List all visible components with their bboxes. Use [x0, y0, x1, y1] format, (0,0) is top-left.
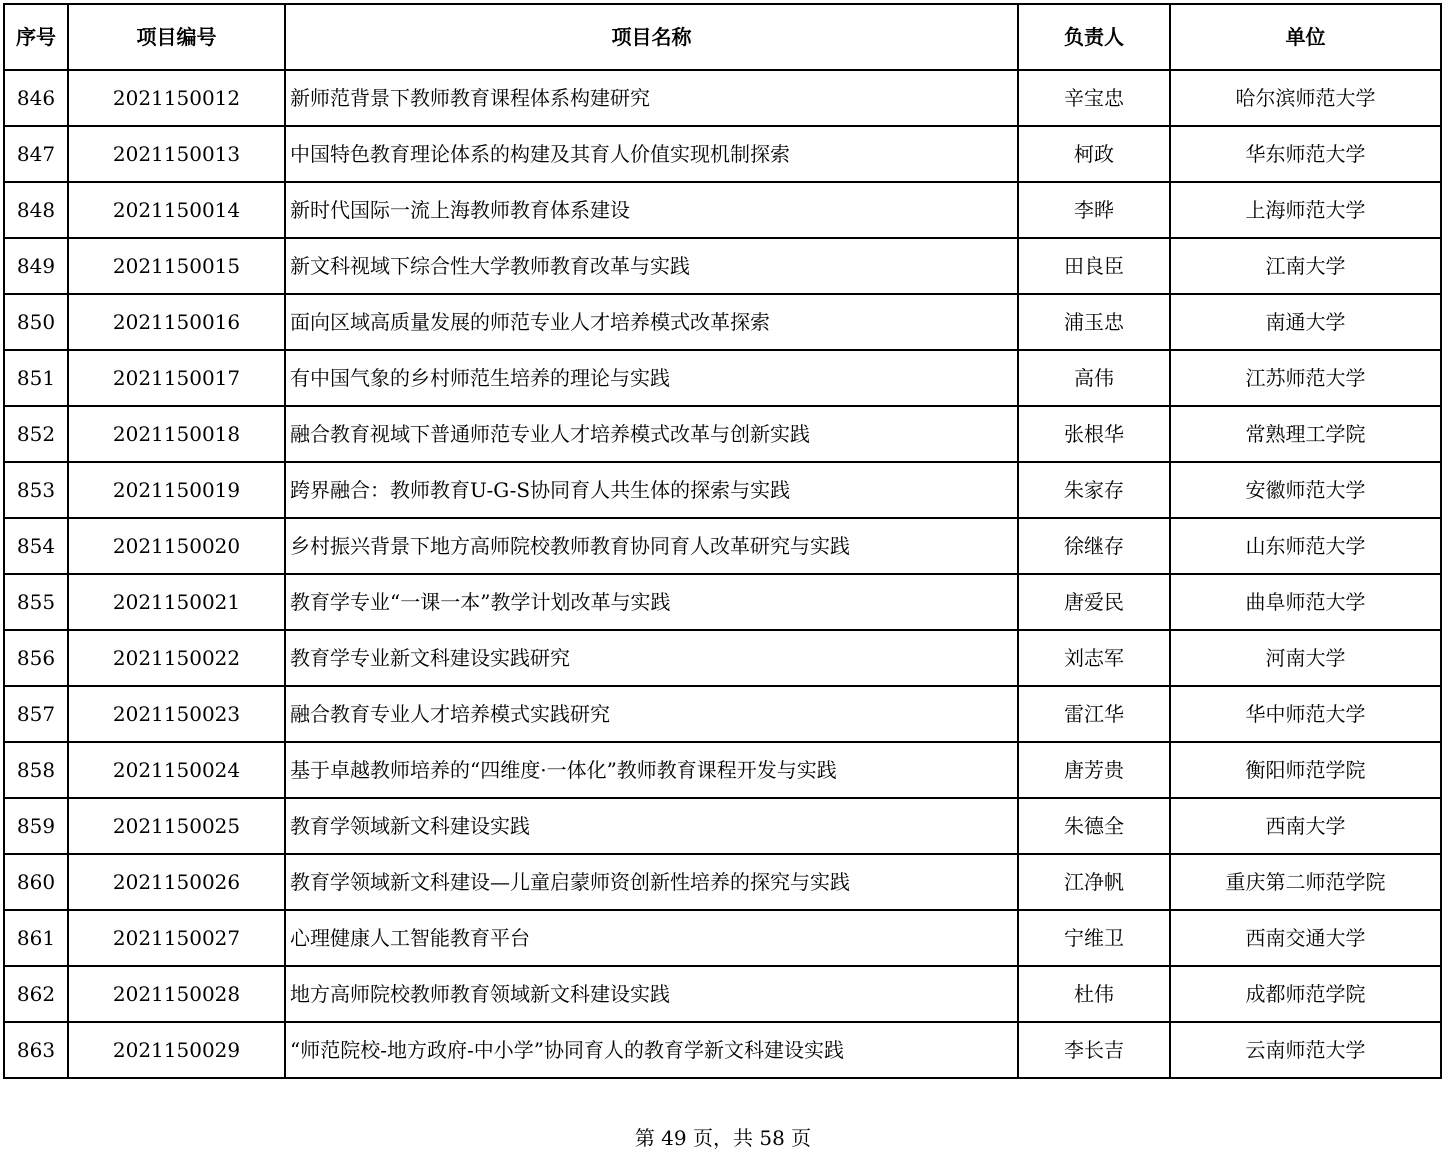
cell-code: 2021150020 [68, 518, 285, 574]
cell-unit: 成都师范学院 [1170, 966, 1441, 1022]
cell-code: 2021150022 [68, 630, 285, 686]
cell-leader: 李长吉 [1018, 1022, 1170, 1078]
cell-code: 2021150026 [68, 854, 285, 910]
cell-code: 2021150012 [68, 70, 285, 126]
cell-seq: 859 [4, 798, 68, 854]
cell-seq: 847 [4, 126, 68, 182]
cell-seq: 849 [4, 238, 68, 294]
cell-code: 2021150029 [68, 1022, 285, 1078]
cell-seq: 854 [4, 518, 68, 574]
cell-name: 基于卓越教师培养的“四维度·一体化”教师教育课程开发与实践 [285, 742, 1018, 798]
cell-code: 2021150016 [68, 294, 285, 350]
cell-unit: 常熟理工学院 [1170, 406, 1441, 462]
header-row [4, 4, 1441, 70]
cell-seq: 860 [4, 854, 68, 910]
project-table [3, 3, 1442, 1079]
cell-name: 教育学专业“一课一本”教学计划改革与实践 [285, 574, 1018, 630]
cell-seq: 853 [4, 462, 68, 518]
table-body [4, 70, 1441, 1078]
cell-seq: 858 [4, 742, 68, 798]
cell-unit: 华中师范大学 [1170, 686, 1441, 742]
table-row [4, 182, 1441, 238]
cell-name: 面向区域高质量发展的师范专业人才培养模式改革探索 [285, 294, 1018, 350]
cell-seq: 863 [4, 1022, 68, 1078]
cell-name: “师范院校-地方政府-中小学”协同育人的教育学新文科建设实践 [285, 1022, 1018, 1078]
table-row [4, 742, 1441, 798]
cell-name: 新时代国际一流上海教师教育体系建设 [285, 182, 1018, 238]
cell-leader: 田良臣 [1018, 238, 1170, 294]
cell-unit: 河南大学 [1170, 630, 1441, 686]
table-row [4, 406, 1441, 462]
header-unit: 单位 [1170, 4, 1441, 70]
cell-unit: 曲阜师范大学 [1170, 574, 1441, 630]
cell-code: 2021150018 [68, 406, 285, 462]
header-seq: 序号 [4, 4, 68, 70]
cell-unit: 西南大学 [1170, 798, 1441, 854]
cell-seq: 850 [4, 294, 68, 350]
cell-code: 2021150019 [68, 462, 285, 518]
cell-leader: 雷江华 [1018, 686, 1170, 742]
table-row [4, 462, 1441, 518]
cell-name: 教育学领域新文科建设实践 [285, 798, 1018, 854]
cell-seq: 846 [4, 70, 68, 126]
cell-leader: 唐爱民 [1018, 574, 1170, 630]
table-row [4, 350, 1441, 406]
cell-leader: 唐芳贵 [1018, 742, 1170, 798]
cell-name: 新文科视域下综合性大学教师教育改革与实践 [285, 238, 1018, 294]
cell-seq: 862 [4, 966, 68, 1022]
table-row [4, 854, 1441, 910]
cell-unit: 安徽师范大学 [1170, 462, 1441, 518]
table-row [4, 518, 1441, 574]
cell-leader: 朱德全 [1018, 798, 1170, 854]
table-row [4, 238, 1441, 294]
cell-name: 融合教育专业人才培养模式实践研究 [285, 686, 1018, 742]
header-name: 项目名称 [285, 4, 1018, 70]
cell-name: 有中国气象的乡村师范生培养的理论与实践 [285, 350, 1018, 406]
cell-leader: 朱家存 [1018, 462, 1170, 518]
cell-seq: 855 [4, 574, 68, 630]
cell-unit: 上海师范大学 [1170, 182, 1441, 238]
cell-code: 2021150014 [68, 182, 285, 238]
cell-code: 2021150027 [68, 910, 285, 966]
cell-code: 2021150025 [68, 798, 285, 854]
table-row [4, 686, 1441, 742]
cell-seq: 848 [4, 182, 68, 238]
table-row [4, 798, 1441, 854]
cell-leader: 刘志军 [1018, 630, 1170, 686]
cell-unit: 哈尔滨师范大学 [1170, 70, 1441, 126]
cell-leader: 高伟 [1018, 350, 1170, 406]
cell-seq: 857 [4, 686, 68, 742]
cell-name: 中国特色教育理论体系的构建及其育人价值实现机制探索 [285, 126, 1018, 182]
cell-leader: 辛宝忠 [1018, 70, 1170, 126]
table-row [4, 1022, 1441, 1078]
cell-seq: 856 [4, 630, 68, 686]
header-leader: 负责人 [1018, 4, 1170, 70]
cell-seq: 852 [4, 406, 68, 462]
cell-leader: 浦玉忠 [1018, 294, 1170, 350]
table-row [4, 630, 1441, 686]
cell-unit: 云南师范大学 [1170, 1022, 1441, 1078]
cell-unit: 山东师范大学 [1170, 518, 1441, 574]
cell-code: 2021150015 [68, 238, 285, 294]
cell-unit: 江南大学 [1170, 238, 1441, 294]
cell-unit: 华东师范大学 [1170, 126, 1441, 182]
cell-unit: 重庆第二师范学院 [1170, 854, 1441, 910]
cell-leader: 徐继存 [1018, 518, 1170, 574]
table-row [4, 294, 1441, 350]
cell-name: 教育学领域新文科建设—儿童启蒙师资创新性培养的探究与实践 [285, 854, 1018, 910]
cell-code: 2021150017 [68, 350, 285, 406]
cell-leader: 柯政 [1018, 126, 1170, 182]
cell-leader: 张根华 [1018, 406, 1170, 462]
cell-name: 新师范背景下教师教育课程体系构建研究 [285, 70, 1018, 126]
cell-name: 融合教育视域下普通师范专业人才培养模式改革与创新实践 [285, 406, 1018, 462]
table-row [4, 966, 1441, 1022]
cell-leader: 江净帆 [1018, 854, 1170, 910]
table-row [4, 574, 1441, 630]
cell-leader: 宁维卫 [1018, 910, 1170, 966]
table-header [4, 4, 1441, 70]
cell-unit: 西南交通大学 [1170, 910, 1441, 966]
cell-unit: 南通大学 [1170, 294, 1441, 350]
cell-code: 2021150024 [68, 742, 285, 798]
cell-seq: 851 [4, 350, 68, 406]
page-number: 第 49 页，共 58 页 [634, 1126, 812, 1150]
cell-name: 地方高师院校教师教育领域新文科建设实践 [285, 966, 1018, 1022]
header-code: 项目编号 [68, 4, 285, 70]
cell-leader: 杜伟 [1018, 966, 1170, 1022]
cell-leader: 李晔 [1018, 182, 1170, 238]
table-row [4, 70, 1441, 126]
cell-seq: 861 [4, 910, 68, 966]
cell-unit: 衡阳师范学院 [1170, 742, 1441, 798]
cell-code: 2021150021 [68, 574, 285, 630]
cell-name: 跨界融合：教师教育U-G-S协同育人共生体的探索与实践 [285, 462, 1018, 518]
table-row [4, 126, 1441, 182]
cell-name: 乡村振兴背景下地方高师院校教师教育协同育人改革研究与实践 [285, 518, 1018, 574]
cell-code: 2021150013 [68, 126, 285, 182]
cell-unit: 江苏师范大学 [1170, 350, 1441, 406]
table-row [4, 910, 1441, 966]
cell-name: 心理健康人工智能教育平台 [285, 910, 1018, 966]
cell-name: 教育学专业新文科建设实践研究 [285, 630, 1018, 686]
cell-code: 2021150028 [68, 966, 285, 1022]
cell-code: 2021150023 [68, 686, 285, 742]
